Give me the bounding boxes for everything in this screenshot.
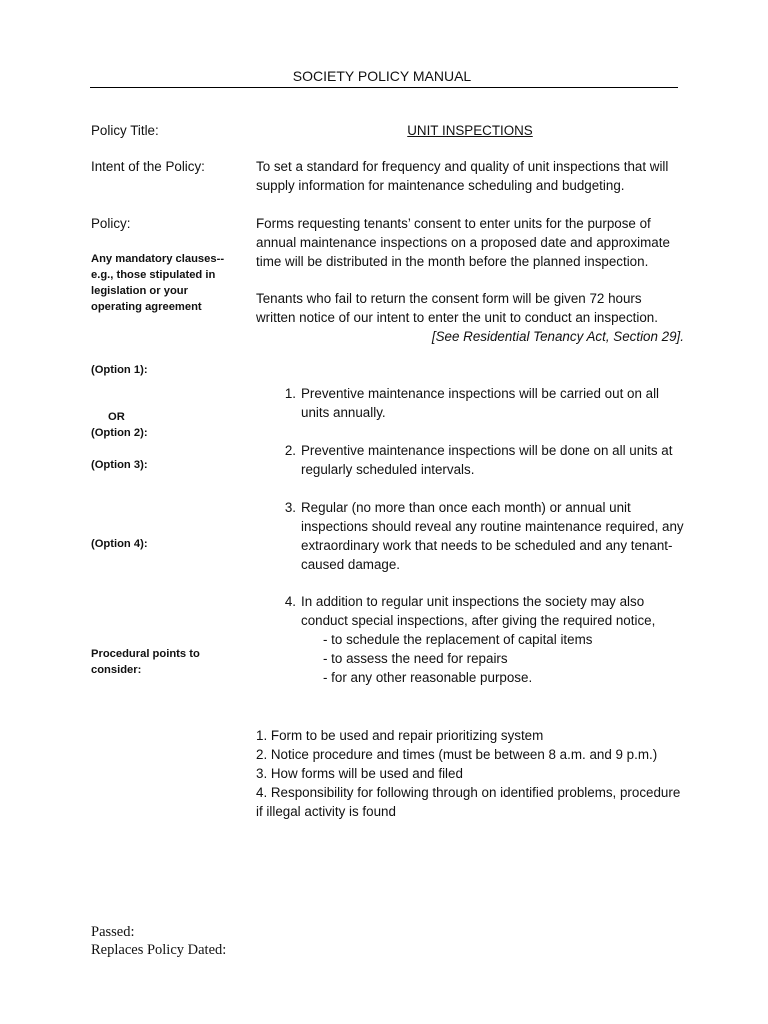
- policy-line: Forms requesting tenants’ consent to enter units for the purpose of: [256, 216, 651, 231]
- policy-line: written notice of our intent to enter the unit to conduct an inspection.: [256, 310, 658, 325]
- procedural-line: Procedural points to: [91, 648, 200, 660]
- option-line: Preventive maintenance inspections will be done on all units at: [301, 443, 673, 458]
- procedural-point: 4. Responsibility for following through on identified problems, procedure: [256, 785, 681, 800]
- option-line: regularly scheduled intervals.: [301, 462, 475, 477]
- procedural-point: 1. Form to be used and repair prioritizing system: [256, 728, 544, 743]
- mandatory-line: Any mandatory clauses--: [91, 253, 225, 265]
- option-4-label: (Option 4):: [91, 538, 148, 550]
- policy-line: Tenants who fail to return the consent form will be given 72 hours: [256, 291, 642, 306]
- policy-line: time will be distributed in the month before the planned inspection.: [256, 254, 649, 269]
- mandatory-line: operating agreement: [91, 301, 202, 313]
- policy-title-value-wrap: [256, 121, 684, 140]
- option-line: In addition to regular unit inspections the society may also: [301, 594, 645, 609]
- or-label: OR: [108, 411, 125, 423]
- option-line: caused damage.: [301, 557, 401, 572]
- procedural-point: 3. How forms will be used and filed: [256, 766, 463, 781]
- intent-line: supply information for maintenance scheduling and budgeting.: [256, 178, 625, 193]
- policy-title-label: Policy Title:: [91, 123, 159, 138]
- policy-paragraph-1: [256, 214, 670, 271]
- option-item-3: [274, 498, 684, 574]
- intent-text: [256, 157, 668, 195]
- policy-line: annual maintenance inspections on a proposed date and approximate: [256, 235, 670, 250]
- policy-title-value: UNIT INSPECTIONS: [407, 123, 533, 138]
- option-subitem: - to assess the need for repairs: [323, 651, 508, 666]
- option-subitem: - for any other reasonable purpose.: [323, 670, 533, 685]
- act-citation: [See Residential Tenancy Act, Section 29].: [431, 329, 684, 344]
- option-number: 1.: [284, 386, 296, 401]
- policy-label: Policy:: [91, 216, 131, 231]
- option-1-label: (Option 1):: [91, 364, 148, 376]
- option-line: inspections should reveal any routine maintenance required, any: [301, 519, 684, 534]
- option-item-4: [274, 592, 655, 687]
- option-line: Regular (no more than once each month) or annual unit: [301, 500, 631, 515]
- option-line: extraordinary work that needs to be scheduled and any tenant-: [301, 538, 673, 553]
- mandatory-clauses-note: [91, 251, 224, 315]
- option-line: Preventive maintenance inspections will be carried out on all: [301, 386, 660, 401]
- procedural-points-label: [91, 646, 200, 678]
- option-line: conduct special inspections, after giving the required notice,: [301, 613, 656, 628]
- option-item-1: [274, 384, 659, 422]
- title-underline: [90, 87, 678, 88]
- intent-line: To set a standard for frequency and quality of unit inspections that will: [256, 159, 669, 174]
- option-2-label: (Option 2):: [91, 427, 148, 439]
- procedural-points-list: [256, 726, 680, 821]
- option-number: 3.: [284, 500, 296, 515]
- replaces-policy-dated-label: Replaces Policy Dated:: [91, 942, 227, 958]
- procedural-point: if illegal activity is found: [256, 804, 396, 819]
- procedural-point: 2. Notice procedure and times (must be between 8 a.m. and 9 p.m.): [256, 747, 658, 762]
- option-number: 2.: [284, 443, 296, 458]
- option-subitem: - to schedule the replacement of capital items: [323, 632, 593, 647]
- passed-label: Passed:: [91, 924, 135, 940]
- option-number: 4.: [284, 594, 296, 609]
- policy-paragraph-2: [256, 289, 658, 327]
- mandatory-line: legislation or your: [91, 285, 188, 297]
- option-line: units annually.: [301, 405, 386, 420]
- page-title: SOCIETY POLICY MANUAL: [292, 68, 472, 84]
- procedural-line: consider:: [91, 664, 142, 676]
- option-item-2: [274, 441, 672, 479]
- intent-label: Intent of the Policy:: [91, 159, 205, 174]
- mandatory-line: e.g., those stipulated in: [91, 269, 216, 281]
- option-3-label: (Option 3):: [91, 459, 148, 471]
